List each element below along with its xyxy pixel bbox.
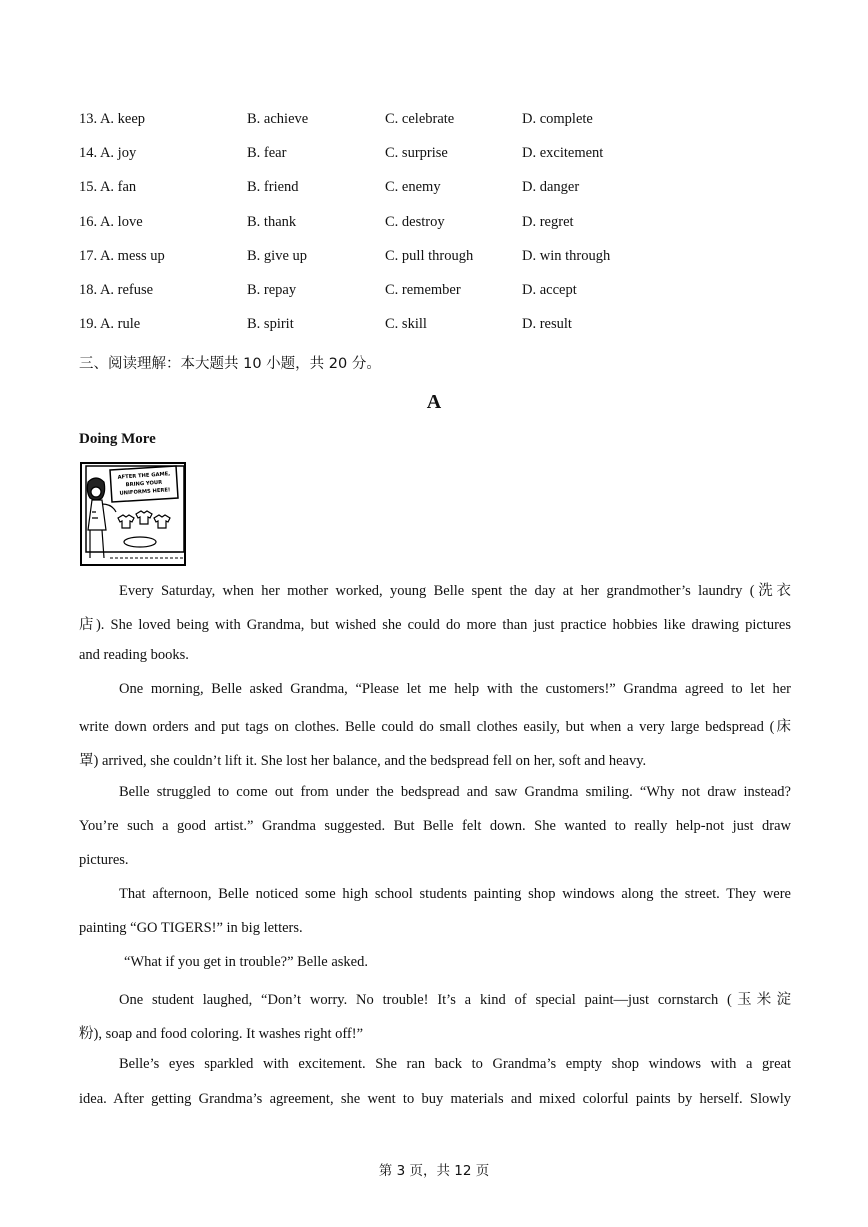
question-option-a: 14. A. joy: [79, 145, 137, 161]
svg-text:UNIFORMS HERE!: UNIFORMS HERE!: [119, 487, 171, 497]
question-option-a: 16. A. love: [79, 214, 143, 230]
question-option-a: 15. A. fan: [79, 179, 137, 195]
option-c: C. pull through: [385, 248, 474, 264]
option-d: D. complete: [522, 111, 593, 127]
option-c: C. remember: [385, 282, 461, 298]
option-d: D. win through: [522, 248, 611, 264]
option-d: D. result: [522, 316, 572, 332]
passage-line: One morning, Belle asked Grandma, “Please let me help with the customers!” Grandma agreed to let her: [119, 681, 791, 697]
question-option-a: 19. A. rule: [79, 316, 141, 332]
option-d: D. regret: [522, 214, 574, 230]
option-row: [79, 111, 799, 133]
option-b: B. thank: [247, 214, 297, 230]
svg-text:BRING YOUR: BRING YOUR: [125, 479, 163, 489]
option-c: C. surprise: [385, 145, 448, 161]
option-b: B. fear: [247, 145, 287, 161]
passage-line: 粉), soap and food coloring. It washes right off!”: [79, 1026, 364, 1042]
option-c: C. skill: [385, 316, 427, 332]
passage-line: painting “GO TIGERS!” in big letters.: [79, 920, 303, 936]
option-d: D. excitement: [522, 145, 604, 161]
passage-line: That afternoon, Belle noticed some high school students painting shop windows along the street. They were: [119, 886, 791, 902]
section-heading: 三、阅读理解：本大题共 10 小题，共 20 分。: [79, 356, 381, 372]
option-b: B. friend: [247, 179, 299, 195]
option-d: D. accept: [522, 282, 577, 298]
option-c: C. celebrate: [385, 111, 455, 127]
cartoon-illustration: [80, 462, 186, 566]
svg-text:AFTER THE GAME,: AFTER THE GAME,: [117, 471, 171, 481]
question-option-a: 18. A. refuse: [79, 282, 154, 298]
passage-line: pictures.: [79, 852, 129, 868]
passage-line: You’re such a good artist.” Grandma suggested. But Belle felt down. She wanted to really help-not just draw: [79, 818, 791, 834]
passage-line: and reading books.: [79, 647, 189, 663]
passage-line: Every Saturday, when her mother worked, young Belle spent the day at her grandmother’s laundry (洗衣: [119, 583, 791, 599]
question-option-a: 17. A. mess up: [79, 248, 165, 264]
passage-line: write down orders and put tags on clothes. Belle could do small clothes easily, but when a very large bedspread (床: [79, 719, 791, 735]
option-d: D. danger: [522, 179, 580, 195]
passage-line: 店). She loved being with Grandma, but wished she could do more than just practice hobbies like drawing pictures: [79, 617, 791, 633]
passage-line: Belle struggled to come out from under the bedspread and saw Grandma smiling. “Why not draw instead?: [119, 784, 791, 800]
option-row: [79, 145, 799, 167]
passage-line: One student laughed, “Don’t worry. No trouble! It’s a kind of special paint—just cornstarch (玉米淀: [119, 992, 791, 1008]
page-footer: 第 3 页，共 12 页: [378, 1163, 490, 1179]
option-c: C. destroy: [385, 214, 445, 230]
passage-line: 罩) arrived, she couldn’t lift it. She lost her balance, and the bedspread fell on her, soft and heavy.: [79, 753, 647, 769]
sign: [110, 466, 178, 502]
option-b: B. give up: [247, 248, 308, 264]
passage-line: “What if you get in trouble?” Belle asked.: [124, 954, 368, 970]
option-row: [79, 248, 799, 270]
option-b: B. spirit: [247, 316, 294, 332]
question-option-a: 13. A. keep: [79, 111, 146, 127]
passage-line: idea. After getting Grandma’s agreement, she went to buy materials and mixed colorful paints by herself. Slowly: [79, 1091, 791, 1107]
option-row: [79, 214, 799, 236]
passage-line: Belle’s eyes sparkled with excitement. She ran back to Grandma’s empty shop windows with a great: [119, 1056, 791, 1072]
option-b: B. achieve: [247, 111, 309, 127]
option-row: [79, 179, 799, 201]
passage-title: Doing More: [79, 431, 156, 447]
passage-label: A: [426, 391, 442, 413]
option-row: [79, 316, 799, 338]
option-c: C. enemy: [385, 179, 441, 195]
option-b: B. repay: [247, 282, 297, 298]
option-row: [79, 282, 799, 304]
